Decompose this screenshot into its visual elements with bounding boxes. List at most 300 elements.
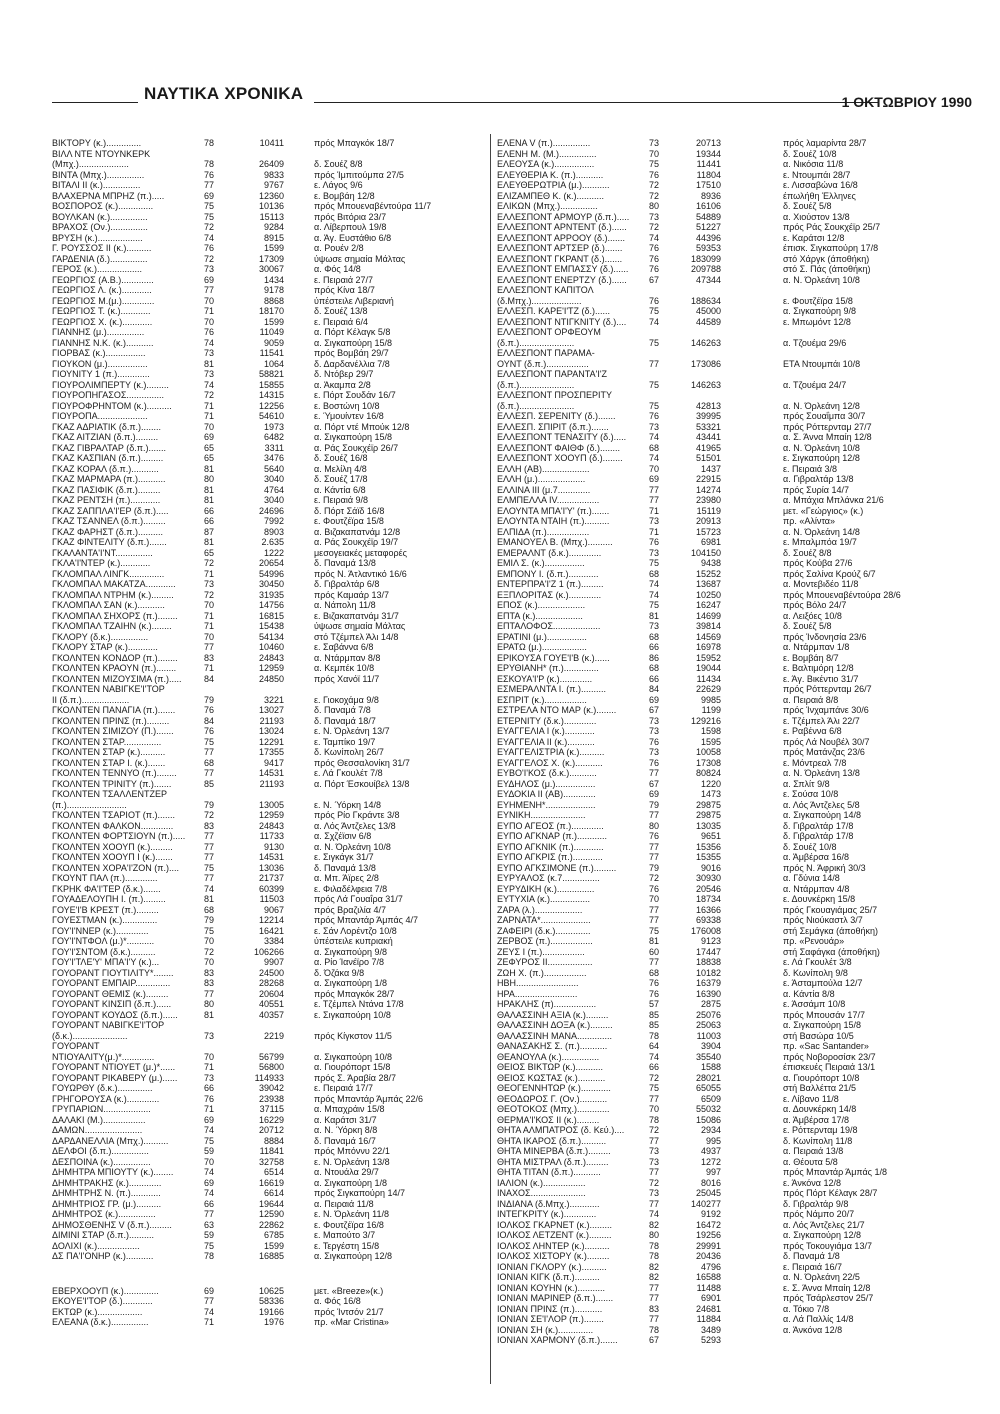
ship-name: ΓΟΥ'Ι'ΤΛΕ'Υ' ΜΠΑ'Ι'Υ (κ.)... — [52, 957, 160, 967]
ship-name: ΓΟΥΟΡΑΝΤ ΓΙΟΥΤΙΛΙΤΥ*........ — [52, 967, 174, 978]
ship-name: ΕΛΜΠΕΛΛΑ ΙV................. — [497, 495, 600, 505]
ship-name: ΓΚΑΖ ΜΑΡΜΑΡΑ (π.)........... — [52, 474, 166, 484]
position-report: πρ. «Ρενουάρ» — [783, 936, 845, 946]
ship-name: ΓΙΟΥΚΟΝ (μ.)................ — [52, 358, 148, 369]
page-header — [52, 84, 972, 112]
ship-name: ΒΟΥΛΚΑΝ (κ.)............... — [52, 211, 148, 222]
ship-name: ΔΗΜΟΣΘΕΝΗΣ V (δ.π.)......... — [52, 1219, 172, 1230]
ship-name: ΕΛΛΕΣΠΟΝΤ ΑΡΝΤΕΝΤ (δ.)...... — [497, 222, 627, 232]
build-year: 77 — [649, 852, 660, 862]
tonnage: 10460 — [258, 642, 284, 652]
tonnage: 173086 — [690, 358, 721, 369]
build-year: 74 — [649, 316, 660, 327]
ship-name: ΓΚΛΟΜΠΑΛ ΣΗΧΟΡΣ (π.)........ — [52, 610, 178, 621]
tonnage: 40357 — [258, 1009, 284, 1020]
position-report: α. Γιουρόπορτ 10/8 — [783, 1072, 860, 1083]
tonnage: 1588 — [700, 1062, 721, 1072]
ship-name: ΙΙ (δ.π.)................... — [52, 694, 130, 705]
ship-entry-row — [497, 674, 937, 685]
position-report: ε. Λά Γκουλέτ 3/8 — [783, 957, 852, 967]
tonnage: 13035 — [695, 820, 721, 831]
ship-entry-row — [497, 800, 937, 811]
ship-entry-row — [497, 590, 937, 601]
position-report: α. Σιγκαπούρη 15/8 — [314, 337, 393, 348]
tonnage: 12214 — [258, 915, 284, 925]
position-report: α. Άμβέρσα 17/8 — [783, 1114, 849, 1125]
ship-entry-row — [497, 621, 937, 632]
build-year: 74 — [204, 883, 215, 894]
tonnage: 20546 — [695, 883, 721, 894]
tonnage: 1595 — [700, 736, 721, 747]
ship-entry-row — [52, 590, 492, 601]
position-report: α. Ν. Όρλεάνη 13/8 — [783, 768, 860, 778]
position-report: στή Σαφάγκα (άποθήκη) — [783, 946, 880, 957]
ship-name: ΕΠΤΑ (κ.)................... — [497, 610, 583, 621]
position-report: πρός Μπαντάρ Άμπάς 4/7 — [314, 915, 419, 925]
build-year: 70 — [204, 295, 215, 306]
ship-entry-row — [52, 642, 492, 653]
tonnage: 19644 — [258, 1198, 284, 1209]
ship-name: ΓΚΑΖ ΠΑΣΙΦΙΚ (δ.π.)......... — [52, 484, 161, 495]
build-year: 75 — [649, 925, 660, 936]
ship-name: ΓΙΟΥΡΟΦΡΗΝΤΟΜ (κ.).......... — [52, 400, 172, 411]
position-report: α. Πόρτ Κέλαγκ 5/8 — [314, 327, 391, 337]
ship-entry-row — [497, 170, 937, 181]
position-report: α. Ράς Σουκχέϊρ 19/7 — [314, 537, 399, 547]
tonnage: 209788 — [690, 264, 721, 274]
ship-entry-row — [52, 579, 492, 590]
ship-entry-row — [52, 632, 492, 643]
ship-entry-row — [52, 306, 492, 317]
ship-name: (δ.π.)...................... — [497, 379, 575, 390]
ship-name: ΕΛΛΕΣΠΟΝΤ ΕΝΕΡΤΖΥ (δ.)...... — [497, 274, 627, 285]
position-report: α. Σιγκαπούρη 10/8 — [314, 1051, 393, 1062]
ship-name: ΕΛΟΥΝΤΑ ΝΤΑΙΗ (π.).......... — [497, 516, 610, 526]
position-report: α. Ν. Ύόρκη 8/8 — [314, 1125, 378, 1135]
build-year: 77 — [204, 1209, 215, 1219]
tonnage: 9067 — [263, 904, 284, 915]
build-year: 72 — [204, 253, 215, 264]
build-year: 66 — [204, 505, 215, 516]
position-report: δ. Σουέζ 8/8 — [783, 547, 832, 558]
ship-entry-row — [497, 579, 937, 590]
build-year: 72 — [649, 1177, 660, 1188]
tonnage: 18170 — [258, 306, 284, 316]
position-report: α. Λειξόες 10/8 — [783, 610, 842, 621]
build-year: 77 — [649, 957, 660, 967]
position-report: α. Τζουέμα 24/7 — [783, 379, 847, 390]
ship-name: ΓΚΛΟΜΠΑΛ ΛΙΝΓΚ.............. — [52, 568, 165, 579]
ship-name: ΔΑΛΑΚΙ (Μ.)................. — [52, 1114, 146, 1125]
ship-name: ΕΥΠΟ ΑΓΚΣΙΜΟΝΕ (π.)......... — [497, 862, 617, 873]
tonnage: 18838 — [695, 957, 721, 967]
build-year: 75 — [649, 400, 660, 411]
build-year: 73 — [649, 516, 660, 526]
ship-entry-row — [497, 600, 937, 611]
build-year: 79 — [649, 799, 660, 810]
tonnage: 16885 — [258, 1251, 284, 1261]
ship-name: ΓΚΑΖ ΣΑΠΠΛΑ'Ι'ΕΡ (δ.π.)..... — [52, 505, 169, 516]
tonnage: 20654 — [258, 558, 284, 568]
build-year: 71 — [204, 411, 215, 421]
tonnage: 13687 — [695, 579, 721, 589]
position-report: ε. Σαβάννα 6/8 — [314, 642, 374, 652]
ship-entry-row — [497, 380, 937, 391]
tonnage: 146263 — [690, 379, 721, 390]
ship-entry-row — [52, 1073, 492, 1084]
position-report: πρός Τσάρλεστον 25/7 — [783, 1293, 874, 1303]
tonnage: 9284 — [263, 222, 284, 232]
ship-name: (δ.Μπχ.).................... — [497, 295, 582, 306]
ship-entry-row — [52, 285, 492, 296]
ship-name: ΕΛΟΥΝΤΑ ΜΠΑ'Ι'Υ' (π.)....... — [497, 505, 610, 516]
tonnage: 2934 — [700, 1125, 721, 1135]
ship-entry-row — [497, 527, 937, 538]
tonnage: 14274 — [695, 484, 721, 495]
ship-name: ΕΣΚΟΥΑ'Ι'Ρ (κ.)............. — [497, 673, 593, 684]
ship-entry-row — [497, 873, 937, 884]
tonnage: 8016 — [700, 1177, 721, 1188]
position-report: δ. Γιβραλτάρ 9/8 — [783, 1198, 849, 1209]
build-year: 66 — [204, 516, 215, 526]
ship-entry-row — [497, 1178, 937, 1189]
ship-entry-row — [52, 842, 492, 853]
ship-entry-row — [52, 915, 492, 926]
tonnage: 51501 — [695, 453, 721, 463]
ship-name: ΓΙΑΝΝΗΣ Ν.Κ. (κ.)........... — [52, 337, 154, 348]
position-report: πρός Ρίο Γκράντε 3/8 — [314, 810, 400, 820]
position-report: α. Ντάρμπαν 4/8 — [783, 883, 850, 894]
ship-entry-row — [52, 506, 492, 517]
build-year: 73 — [649, 1188, 660, 1198]
ship-name: ΙΟΝΙΑΝ ΜΑΡΙΝΕΡ (δ.π.)....... — [497, 1293, 614, 1303]
ship-entry-row — [497, 705, 937, 716]
ship-name: ΓΚΛΟΜΠΑΛ ΜΑΚΑΤΖΑ............ — [52, 579, 176, 589]
position-report: ε. Πειραιά 3/8 — [783, 463, 838, 474]
build-year: 69 — [204, 1285, 215, 1296]
build-year: 77 — [204, 285, 215, 295]
ship-name: ΕΣΜΕΡΑΛΝΤΑ Ι. (π.).......... — [497, 684, 606, 694]
ship-entry-row — [497, 327, 937, 338]
ship-list-right-column — [497, 138, 937, 1346]
build-year: 77 — [204, 988, 215, 999]
build-year: 83 — [204, 967, 215, 978]
tonnage: 17309 — [258, 253, 284, 264]
ship-name: ΕΥΠΟ ΑΓΚΝΙΚ (π.)............ — [497, 841, 604, 852]
build-year: 81 — [204, 463, 215, 474]
tonnage: 106266 — [253, 946, 284, 957]
build-year: 69 — [204, 432, 215, 442]
build-year: 72 — [649, 180, 660, 190]
ship-entry-row — [497, 348, 937, 359]
tonnage: 140277 — [690, 1198, 721, 1209]
position-report: πρός λαμαρίντα 28/7 — [783, 138, 867, 148]
build-year: 63 — [204, 1219, 215, 1230]
position-report: ε. Φουτζέϊρα 16/8 — [314, 1219, 384, 1230]
position-report: α. Ντάρμπαν 8/8 — [314, 652, 381, 663]
ship-entry-row — [497, 905, 937, 916]
ship-entry-row — [497, 338, 937, 349]
ship-entry-row — [497, 1199, 937, 1210]
position-report: ε. Ταμπίκο 19/7 — [314, 736, 376, 747]
ship-entry-row — [52, 957, 492, 968]
tonnage: 11733 — [259, 831, 284, 841]
tonnage: 9016 — [700, 862, 721, 873]
ship-entry-row — [497, 915, 937, 926]
ship-entry-row — [52, 1317, 492, 1328]
position-report: ε. Πειραιά 16/7 — [783, 1261, 843, 1272]
ship-name: ΖΑΦΕΙΡΙ (δ.κ.).............. — [497, 925, 591, 936]
ship-name: ΕΥΑΓΓΕΛΟΣ Χ. (κ.)........... — [497, 757, 603, 768]
build-year: 84 — [204, 715, 215, 726]
build-year: 76 — [649, 883, 660, 894]
ship-entry-row — [52, 296, 492, 307]
tonnage: 17510 — [695, 180, 721, 190]
ship-entry-row — [52, 1296, 492, 1307]
tonnage: 10136 — [258, 201, 284, 211]
build-year: 77 — [649, 1198, 660, 1209]
ship-entry-row — [52, 516, 492, 527]
tonnage: 13024 — [258, 726, 284, 736]
build-year: 72 — [204, 589, 215, 600]
ship-name: ΖΑΡΑ (λ.)................... — [497, 904, 583, 915]
tonnage: 10058 — [695, 747, 721, 757]
build-year: 77 — [649, 484, 660, 495]
tonnage: 16366 — [695, 904, 721, 915]
ship-name: ΘΗΤΑ ΙΚΑΡΟΣ (δ.π.).......... — [497, 1135, 607, 1146]
tonnage: 80824 — [695, 768, 721, 778]
tonnage: 8903 — [263, 526, 284, 537]
build-year: 75 — [204, 201, 215, 211]
ship-name: ΘΑΛΑΣΣΙΝΗ ΜΑΝΑ.............. — [497, 1030, 612, 1041]
ship-entry-row — [497, 1325, 937, 1336]
ship-entry-row — [497, 758, 937, 769]
ship-entry-row — [52, 716, 492, 727]
tonnage: 8884 — [263, 1135, 284, 1146]
tonnage: 9178 — [263, 285, 284, 295]
ship-entry-row — [497, 1293, 937, 1304]
position-report: ε. Λισσαβώνα 16/8 — [783, 180, 858, 190]
ship-entry-row — [52, 747, 492, 758]
ship-name: ΓΟΥΟΡΑΝΤ ΚΙΝΣΙΠ (δ.π.)...... — [52, 999, 172, 1009]
build-year: 66 — [204, 1198, 215, 1209]
tonnage: 2219 — [263, 1030, 284, 1041]
ship-entry-row — [52, 674, 492, 685]
build-year: 76 — [649, 243, 660, 253]
tonnage: 9192 — [700, 1209, 721, 1219]
ship-entry-row — [52, 989, 492, 1000]
tonnage: 11884 — [696, 1314, 721, 1324]
ship-name: ΖΕΥΣ Ι (π.)................. — [497, 946, 585, 957]
build-year: 74 — [649, 579, 660, 589]
tonnage: 19344 — [695, 148, 721, 159]
tonnage: 22862 — [258, 1219, 284, 1230]
ship-name: ΕΥΡΥΔΙΚΗ (κ.)............... — [497, 883, 595, 894]
ship-entry-row — [497, 957, 937, 968]
ship-entry-row — [497, 485, 937, 496]
position-report: πρός Λά Γουαΐρα 31/7 — [314, 894, 403, 904]
build-year: 81 — [204, 358, 215, 369]
tonnage: 1473 — [700, 789, 721, 799]
tonnage: 11434 — [696, 673, 721, 684]
ship-entry-row — [497, 212, 937, 223]
position-report: ε. Άσσάμπ 10/8 — [783, 999, 846, 1009]
tonnage: 39042 — [258, 1083, 284, 1093]
position-report: ε. Ν. Όρλεάνη 13/8 — [314, 1156, 390, 1167]
tonnage: 23980 — [695, 495, 721, 505]
position-report: πρός Ρόττερνταμ 27/7 — [783, 421, 872, 432]
header-rule-left — [52, 102, 138, 103]
tonnage: 43441 — [695, 432, 721, 442]
ship-name: ΓΚΟΛΝΤΕΝ ΧΟΡΑ'Ι'ΖΟΝ (π.).... — [52, 862, 180, 873]
ship-name: ΙΟΝΙΑΝ ΠΡΙΝΣ (π.)........... — [497, 1303, 603, 1314]
position-report: πρός Βραζιλία 4/7 — [314, 904, 387, 915]
ship-name: ΓΙΟΥΡΟΛΙΜΠΕΡΤΥ (κ.)......... — [52, 379, 169, 390]
ship-name: ΙΟΝΙΑΝ ΣΗ (κ.).............. — [497, 1324, 594, 1335]
ship-entry-row — [52, 1083, 492, 1094]
build-year: 77 — [204, 768, 215, 778]
ship-name: ΘΕΟΤΟΚΟΣ (Μπχ.)............. — [497, 1104, 610, 1114]
build-year: 74 — [204, 337, 215, 348]
position-report: ε. Φουτζέϊρα 15/8 — [783, 295, 853, 306]
ship-entry-row — [497, 1304, 937, 1315]
ship-name: (δ.π.)...................... — [497, 337, 575, 348]
build-year: 71 — [204, 306, 215, 316]
ship-entry-row — [52, 663, 492, 674]
tonnage: 32758 — [258, 1156, 284, 1167]
build-year: 77 — [204, 180, 215, 190]
tonnage: 14315 — [258, 390, 284, 400]
ship-entry-row — [52, 653, 492, 664]
position-report: ε. Ντουμπάι 28/7 — [783, 169, 851, 180]
build-year: 74 — [649, 453, 660, 463]
position-report: ΕΤΑ Ντουμπάι 10/8 — [783, 358, 861, 369]
tonnage: 24843 — [258, 652, 284, 663]
tonnage: 1434 — [263, 274, 284, 285]
tonnage: 25045 — [695, 1188, 721, 1198]
ship-entry-row — [52, 852, 492, 863]
position-report: α. Νάπολη 11/8 — [314, 600, 376, 610]
ship-entry-row — [497, 1283, 937, 1294]
ship-name: ΖΕΦΥΡΟΣ ΙΙ.................. — [497, 957, 593, 967]
tonnage: 3221 — [263, 694, 284, 705]
ship-name: ΘΕΙΟΣ ΚΩΣΤΑΣ (κ.)........... — [497, 1072, 606, 1083]
ship-name: ΕΚΤΩΡ (κ.).................. — [52, 1306, 143, 1317]
position-report: α. Σχζέϊσιν 6/8 — [314, 831, 372, 841]
ship-name: ΕΛΛΕΣΠΟΝΤ ΑΡΡΟΟΥ (δ.)....... — [497, 232, 625, 243]
build-year: 82 — [649, 1261, 660, 1272]
tonnage: 11804 — [696, 169, 721, 180]
ship-name: ΕΥΠΟ ΑΓΚΝΑΡ (π.)............ — [497, 831, 608, 841]
ship-entry-row — [497, 1073, 937, 1084]
header-rule-middle — [314, 102, 879, 103]
ship-name: ΓΙΟΥΡΟΠΑ.................... — [52, 411, 148, 421]
build-year: 70 — [649, 1104, 660, 1114]
ship-name: ΔΕΣΠΟΙΝΑ (κ.)............... — [52, 1156, 151, 1167]
position-report: έπισκευές Πειραιά 13/1 — [783, 1062, 876, 1072]
ship-name: ΓΚΟΛΝΤΕΝ ΤΣΑΛΛΕΝΤΖΕΡ — [52, 789, 167, 799]
ship-name: ΓΚΑΖ ΤΣΑΝΝΕΛ (δ.π.)......... — [52, 516, 166, 526]
tonnage: 54889 — [695, 211, 721, 222]
ship-name: ΕΛΕΥΘΕΡΙΑ Κ. (π.)........... — [497, 169, 604, 180]
build-year: 81 — [204, 1009, 215, 1020]
ship-name: ΓΚΛΟΜΠΑΛ ΣΑΝ (κ.)........... — [52, 600, 165, 610]
ship-name: ΕΜΕΡΑΛΝΤ (δ.κ.)............. — [497, 547, 602, 558]
position-report: α. Σιγκαπούρη 14/8 — [783, 810, 862, 820]
position-report: α. Ν. Όρλεάνη 10/8 — [783, 274, 860, 285]
tonnage: 16229 — [258, 1114, 284, 1125]
ship-name: ΕΛΛΕΣΠΟΝΤ ΠΡΟΣΠΕΡΙΤΥ — [497, 390, 613, 400]
build-year: 77 — [204, 852, 215, 862]
ship-name: ΙΝΔΙΑΝΑ (δ.Μπχ.)............ — [497, 1198, 600, 1209]
ship-name: ΕΡΑΤΙΝΙ (μ.)................ — [497, 631, 587, 642]
position-report: δ. Σουέζ 5/8 — [783, 621, 832, 631]
position-report: δ. Σουέζ 13/8 — [314, 306, 368, 316]
ship-entry-row — [52, 873, 492, 884]
ship-name: ΓΟΥΟΡΑΝΤ ΝΑΒΙΓΚΕ'Ι'ΤΟΡ — [52, 1020, 165, 1030]
ship-name: ΓΟΥ'Ι'ΝΤΦΟΛ (μ.)*........... — [52, 936, 155, 946]
position-report: α. Ν. Όρλεάνη 12/8 — [783, 400, 860, 411]
position-report: ε. Βομβάη 12/8 — [314, 190, 375, 201]
tonnage: 16247 — [695, 600, 721, 610]
tonnage: 45000 — [695, 306, 721, 316]
tonnage: 54134 — [258, 631, 284, 642]
ship-name: ΙΟΝΙΑΝ ΚΙΓΚ (δ.π.).......... — [497, 1272, 600, 1282]
build-year: 81 — [204, 484, 215, 495]
position-report: πρός Τοκουγιάμα 13/7 — [783, 1240, 872, 1251]
build-year: 75 — [204, 1240, 215, 1251]
position-report: ε. Βιζακαπατνάμ 31/7 — [314, 610, 399, 621]
position-report: α. Ν. Όρλεάνη 22/5 — [783, 1272, 860, 1282]
ship-entry-row — [497, 894, 937, 905]
ship-entry-row — [52, 1307, 492, 1318]
ship-entry-row — [497, 159, 937, 170]
build-year: 73 — [204, 1030, 215, 1041]
tonnage: 17355 — [258, 747, 284, 757]
ship-name: ΘΕΟΔΩΡΟΣ Γ. (Ον.)........... — [497, 1093, 608, 1104]
build-year: 68 — [204, 757, 215, 768]
tonnage: 9438 — [700, 558, 721, 568]
position-report: ε. Πειραιά 9/8 — [314, 495, 369, 505]
build-year: 75 — [204, 211, 215, 222]
ship-entry-row — [497, 1272, 937, 1283]
ship-name: ΙΟΛΚΟΣ ΛΕΤΖΕΝΤ (κ.)......... — [497, 1230, 612, 1240]
ship-name: ΖΑΡΝΑΤΑ*.................... — [497, 915, 591, 925]
build-year: 75 — [649, 306, 660, 316]
ship-name: ΕΠΟΣ (κ.)................... — [497, 600, 586, 610]
position-report: δ. Σουέζ 17/8 — [314, 474, 368, 484]
ship-name: ΘΕΡΜΑ'Ι'ΚΟΣ ΙΙ (κ.)......... — [497, 1114, 600, 1125]
ship-name: ΙΟΝΙΑΝ ΧΑΡΜΟΝΥ (δ.π.)....... — [497, 1335, 618, 1345]
ship-entry-row — [497, 831, 937, 842]
position-report: πρός Χανόϊ 11/7 — [314, 673, 380, 684]
build-year: 73 — [649, 547, 660, 558]
ship-entry-row — [52, 758, 492, 769]
ship-name: ΙΟΛΚΟΣ ΛΗΝΤΕΡ (κ.).......... — [497, 1240, 610, 1251]
tonnage: 15438 — [258, 621, 284, 631]
position-report: δ. Δαρδανέλλια 7/8 — [314, 358, 390, 369]
ship-entry-row — [497, 1010, 937, 1021]
ship-name: ΔΗΜΗΤΡΟΣ (κ.)............... — [52, 1209, 156, 1219]
position-report: α. Καράτσι 31/7 — [314, 1114, 377, 1125]
tonnage: 60399 — [258, 883, 284, 894]
ship-name: ΕΥΑΓΓΕΛΙΣΤΡΙΑ (κ.).......... — [497, 747, 605, 757]
build-year: 66 — [649, 673, 660, 684]
build-year: 81 — [204, 894, 215, 904]
tonnage: 41965 — [695, 442, 721, 453]
position-report: α. Άμβέρσα 16/8 — [783, 852, 849, 862]
ship-entry-row — [497, 296, 937, 307]
